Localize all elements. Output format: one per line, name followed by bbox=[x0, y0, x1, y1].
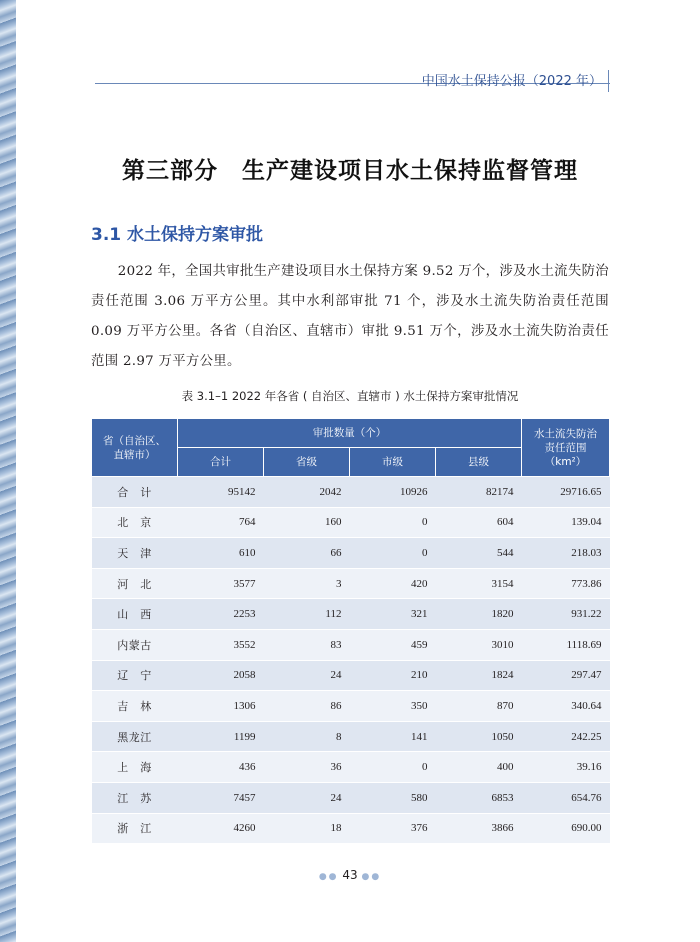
cell-county-level: 1050 bbox=[436, 721, 522, 752]
cell-total: 3552 bbox=[178, 629, 264, 660]
cell-total: 764 bbox=[178, 507, 264, 538]
approval-table bbox=[91, 418, 610, 844]
cell-county-level: 82174 bbox=[436, 477, 522, 508]
cell-province: 上 海 bbox=[92, 752, 178, 783]
cell-total: 7457 bbox=[178, 782, 264, 813]
cell-area: 139.04 bbox=[522, 507, 610, 538]
table-row bbox=[92, 629, 610, 660]
cell-city-level: 10926 bbox=[350, 477, 436, 508]
cell-province-level: 8 bbox=[264, 721, 350, 752]
cell-city-level: 210 bbox=[350, 660, 436, 691]
table-row bbox=[92, 568, 610, 599]
cell-province: 山 西 bbox=[92, 599, 178, 630]
cell-city-level: 0 bbox=[350, 538, 436, 569]
cell-province: 辽 宁 bbox=[92, 660, 178, 691]
cell-county-level: 3010 bbox=[436, 629, 522, 660]
cell-area: 39.16 bbox=[522, 752, 610, 783]
cell-province: 吉 林 bbox=[92, 691, 178, 722]
running-header: 中国水土保持公报（2022 年） bbox=[421, 74, 602, 89]
cell-total: 436 bbox=[178, 752, 264, 783]
cell-total: 2058 bbox=[178, 660, 264, 691]
footer-dots-left-icon: ●● bbox=[318, 872, 339, 882]
footer-dots-right-icon: ●● bbox=[361, 872, 382, 882]
cell-county-level: 3154 bbox=[436, 568, 522, 599]
chapter-title: 第三部分 生产建设项目水土保持监督管理 bbox=[122, 157, 578, 184]
table-row bbox=[92, 660, 610, 691]
cell-total: 4260 bbox=[178, 813, 264, 844]
cell-area: 297.47 bbox=[522, 660, 610, 691]
table-row bbox=[92, 782, 610, 813]
cell-total: 2253 bbox=[178, 599, 264, 630]
cell-county-level: 3866 bbox=[436, 813, 522, 844]
cell-total: 95142 bbox=[178, 477, 264, 508]
cell-area: 690.00 bbox=[522, 813, 610, 844]
cell-province-level: 24 bbox=[264, 782, 350, 813]
cell-province-level: 86 bbox=[264, 691, 350, 722]
header-area bbox=[522, 419, 610, 477]
cell-total: 3577 bbox=[178, 568, 264, 599]
cell-area: 654.76 bbox=[522, 782, 610, 813]
decorative-side-strip bbox=[0, 0, 16, 942]
cell-province: 北 京 bbox=[92, 507, 178, 538]
cell-province-level: 18 bbox=[264, 813, 350, 844]
page-number: 43 bbox=[342, 868, 358, 882]
table-row bbox=[92, 507, 610, 538]
cell-city-level: 141 bbox=[350, 721, 436, 752]
table-row bbox=[92, 691, 610, 722]
cell-province-level: 66 bbox=[264, 538, 350, 569]
cell-province: 浙 江 bbox=[92, 813, 178, 844]
header-province: 省（自治区、直辖市） bbox=[92, 419, 178, 477]
cell-city-level: 580 bbox=[350, 782, 436, 813]
header-total: 合计 bbox=[178, 448, 264, 477]
cell-province: 黑龙江 bbox=[92, 721, 178, 752]
cell-county-level: 400 bbox=[436, 752, 522, 783]
cell-city-level: 350 bbox=[350, 691, 436, 722]
cell-city-level: 376 bbox=[350, 813, 436, 844]
cell-province: 合 计 bbox=[92, 477, 178, 508]
section-title: 3.1 水土保持方案审批 bbox=[91, 225, 264, 245]
table-row bbox=[92, 813, 610, 844]
table-row bbox=[92, 538, 610, 569]
cell-area: 1118.69 bbox=[522, 629, 610, 660]
header-approval-count: 审批数量（个） bbox=[178, 419, 522, 448]
cell-county-level: 870 bbox=[436, 691, 522, 722]
page-footer bbox=[0, 868, 700, 882]
cell-total: 610 bbox=[178, 538, 264, 569]
cell-province: 河 北 bbox=[92, 568, 178, 599]
cell-province-level: 24 bbox=[264, 660, 350, 691]
cell-city-level: 420 bbox=[350, 568, 436, 599]
cell-province-level: 3 bbox=[264, 568, 350, 599]
table-row bbox=[92, 477, 610, 508]
cell-county-level: 544 bbox=[436, 538, 522, 569]
header-area-unit: （km²） bbox=[544, 455, 587, 468]
cell-county-level: 1820 bbox=[436, 599, 522, 630]
table-row bbox=[92, 599, 610, 630]
cell-province-level: 2042 bbox=[264, 477, 350, 508]
header-area-label: 水土流失防治责任范围 bbox=[534, 427, 597, 454]
cell-area: 931.22 bbox=[522, 599, 610, 630]
cell-area: 242.25 bbox=[522, 721, 610, 752]
cell-area: 340.64 bbox=[522, 691, 610, 722]
cell-city-level: 321 bbox=[350, 599, 436, 630]
cell-province: 内蒙古 bbox=[92, 629, 178, 660]
cell-province-level: 83 bbox=[264, 629, 350, 660]
cell-area: 773.86 bbox=[522, 568, 610, 599]
body-paragraph: 2022 年，全国共审批生产建设项目水土保持方案 9.52 万个，涉及水土流失防治责任范围 3.06 万平方公里。其中水利部审批 71 个，涉及水土流失防治责任范围 0.09 万平方公里。各省（自治区、直辖市）审批 9.51 万个，涉及水土流失防治责任范围 2.97 万平方公里。 bbox=[91, 264, 609, 369]
cell-province-level: 112 bbox=[264, 599, 350, 630]
cell-total: 1306 bbox=[178, 691, 264, 722]
cell-city-level: 0 bbox=[350, 507, 436, 538]
header-county-level: 县级 bbox=[436, 448, 522, 477]
cell-province: 天 津 bbox=[92, 538, 178, 569]
cell-province: 江 苏 bbox=[92, 782, 178, 813]
cell-area: 29716.65 bbox=[522, 477, 610, 508]
header-province-level: 省级 bbox=[264, 448, 350, 477]
header-city-level: 市级 bbox=[350, 448, 436, 477]
cell-county-level: 6853 bbox=[436, 782, 522, 813]
cell-area: 218.03 bbox=[522, 538, 610, 569]
cell-county-level: 1824 bbox=[436, 660, 522, 691]
table-row bbox=[92, 721, 610, 752]
cell-city-level: 0 bbox=[350, 752, 436, 783]
table-row bbox=[92, 752, 610, 783]
cell-county-level: 604 bbox=[436, 507, 522, 538]
header-rule-tick bbox=[608, 70, 609, 92]
cell-province-level: 36 bbox=[264, 752, 350, 783]
cell-province-level: 160 bbox=[264, 507, 350, 538]
table-caption: 表 3.1–1 2022 年各省 ( 自治区、直辖市 ) 水土保持方案审批情况 bbox=[181, 389, 519, 403]
cell-total: 1199 bbox=[178, 721, 264, 752]
cell-city-level: 459 bbox=[350, 629, 436, 660]
